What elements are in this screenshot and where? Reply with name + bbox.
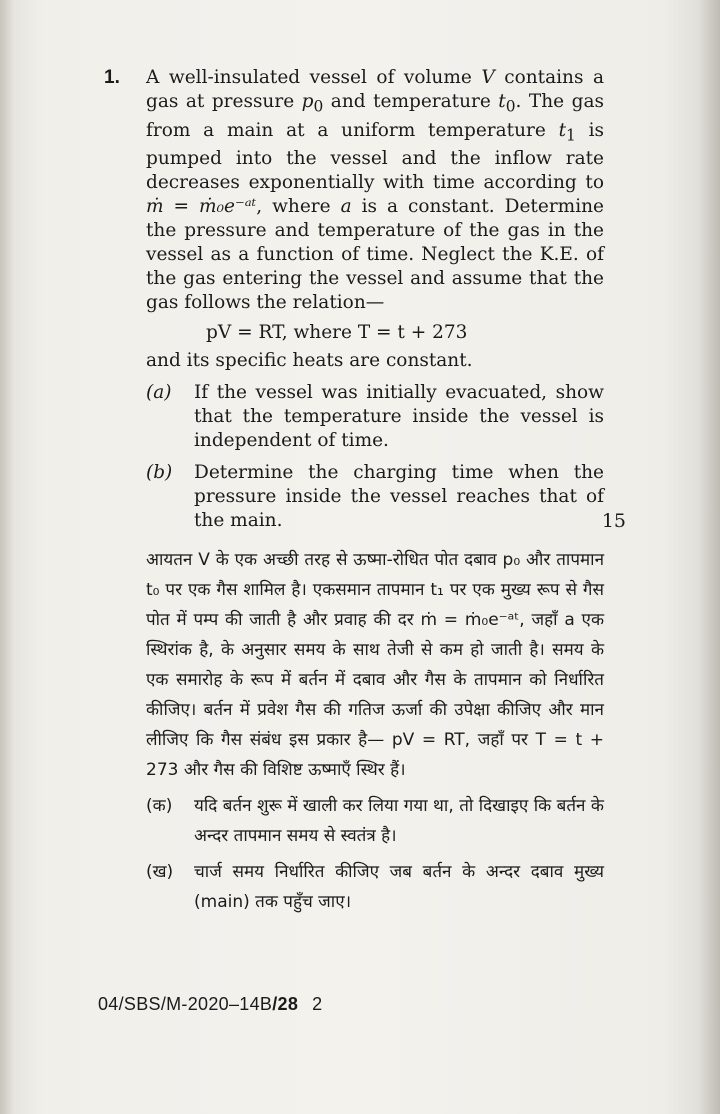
sub-question-a-label: (a) [146,382,172,404]
page-footer [98,994,322,1015]
question-number: 1. [104,67,120,88]
paper-code: 04/SBS/M-2020–14B [98,994,273,1014]
hindi-sub-a-text: यदि बर्तन शुरू में खाली कर लिया गया था, तो दिखाइए कि बर्तन के अन्दर तापमान समय से स्वतंत्र है। [194,796,604,847]
page-edge-shadow-left [0,0,14,1114]
page-number: 2 [312,994,323,1014]
hindi-sub-question-b [146,857,604,917]
inflow-rate-formula: ṁ = ṁ₀e⁻ᵃᵗ [146,196,257,218]
hindi-sub-b-label: (ख) [146,862,174,883]
hindi-sub-b-text: चार्ज समय निर्धारित कीजिए जब बर्तन के अन्दर दबाव मुख्य (main) तक पहुँच जाए। [194,862,604,913]
sub-question-b [146,461,626,533]
sub-question-a-text: If the vessel was initially evacuated, show that the temperature inside the vessel is independent of time. [194,382,604,452]
question-marks: 15 [601,510,626,533]
question-english [146,66,626,533]
sub-question-b-label: (b) [146,462,173,484]
question-block [104,66,626,917]
sub-question-a [146,381,604,453]
sub-question-b-text: Determine the charging time when the pressure inside the vessel reaches that of the main. [194,462,604,532]
question-statement: A well-insulated vessel of volume V contains a gas at pressure $p_0$ and temperature $t_0$. The gas from a main at a uniform temperature $t_1$ is pumped into the vessel and the inflow rate decreases exponentially with time according to ṁ = ṁ₀e⁻ᵃᵗ, where a is a constant. Determine the pressure and temperature of the gas in the vessel as a function of time. Neglect the K.E. of the gas entering the vessel and assume that the gas follows the relation— [146,67,604,314]
specific-heats-note: and its specific heats are constant. [146,350,473,372]
hindi-sub-a-label: (क) [146,796,173,817]
question-hindi [146,545,604,917]
paper-code-suffix: /28 [272,994,299,1014]
hindi-sub-question-a [146,791,604,851]
hindi-statement: आयतन V के एक अच्छी तरह से ऊष्मा-रोधित पोत दबाव p₀ और तापमान t₀ पर एक गैस शामिल है। एकसमान तापमान t₁ पर एक मुख्य रूप से गैस पोत में पम्प की जाती है और प्रवाह की दर ṁ = ṁ₀e⁻ᵃᵗ, जहाँ a एक स्थिरांक है, के अनुसार समय के साथ तेजी से कम हो जाती है। समय के एक समारोह के रूप में बर्तन में दबाव और गैस के तापमान को निर्धारित कीजिए। बर्तन में प्रवेश गैस की गतिज ऊर्जा की उपेक्षा कीजिए और मान लीजिए कि गैस संबंध इस प्रकार है— pV = RT, जहाँ पर T = t + 273 और गैस की विशिष्ट ऊष्माएँ स्थिर हैं। [146,550,604,781]
question-1 [104,66,626,533]
gas-relation-formula: pV = RT, where T = t + 273 [206,322,468,344]
page-edge-shadow-right [698,0,720,1114]
